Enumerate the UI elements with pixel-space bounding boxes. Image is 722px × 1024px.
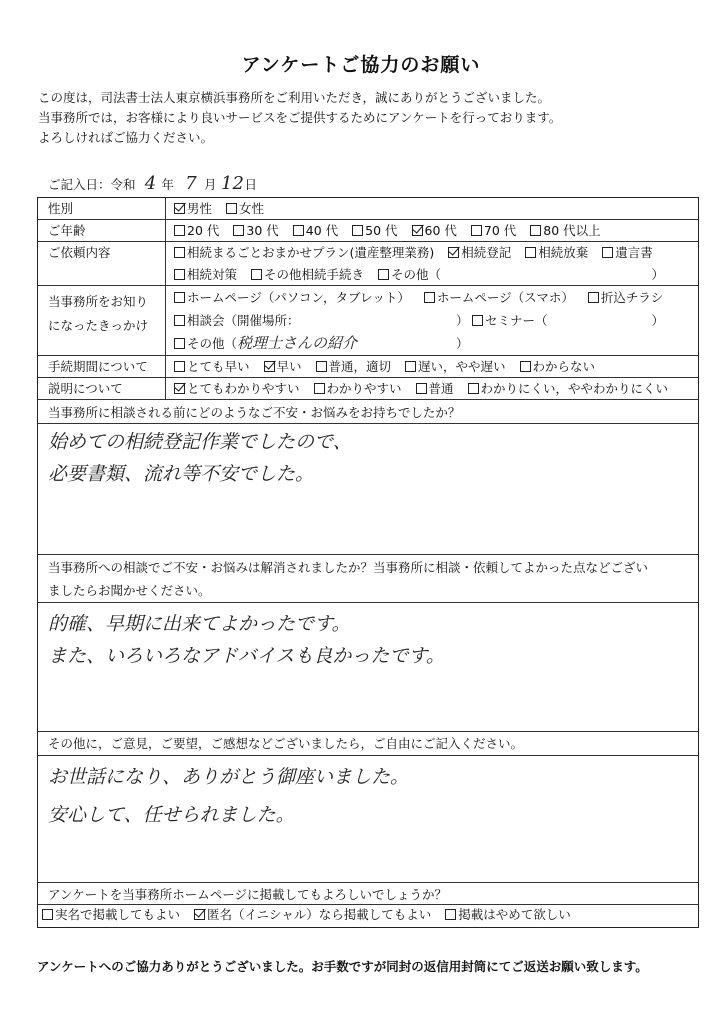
paren-close: ） — [456, 336, 469, 351]
answer-line: 始めての相続登記作業でしたので、 — [48, 431, 352, 453]
checkbox-clear[interactable] — [314, 383, 325, 394]
option-explanation: わかりやすい — [326, 381, 402, 396]
checkbox-age-20[interactable] — [174, 225, 185, 236]
checkbox-inheritance-planning[interactable] — [174, 269, 185, 280]
option-explanation: とてもわかりやすい — [187, 381, 300, 396]
question-line: 当事務所への相談でご不安・お悩みは解消されましたか？当事務所に相談・依頼してよかった点などござい — [48, 560, 649, 575]
date-label: ご記入日：令和 — [48, 177, 136, 192]
option-period: とても早い — [187, 359, 250, 374]
option-age: 50 代 — [365, 223, 398, 238]
divider — [38, 755, 698, 756]
checkbox-full-plan[interactable] — [174, 247, 185, 258]
checkbox-flyer[interactable] — [588, 292, 599, 303]
page-title: アンケートご協力のお願い — [241, 54, 481, 76]
checkbox-very-clear[interactable] — [174, 383, 185, 394]
label-gender: 性別 — [38, 198, 166, 219]
option-period: 遅い，やや遅い — [418, 359, 506, 374]
intro-line: この度は，司法書士法人東京横浜事務所をご利用いただき，誠にありがとうございました。 — [38, 90, 551, 105]
option-age: 20 代 — [187, 223, 220, 238]
intro-text — [38, 88, 561, 148]
option-publish: 匿名（イニシャル）なら掲載してもよい — [207, 907, 432, 922]
option-consultation: 相談会（開催場所： — [187, 313, 300, 328]
date-day[interactable]: 12 — [221, 173, 244, 194]
survey-table — [37, 197, 699, 928]
row-source — [38, 286, 698, 356]
date-month[interactable]: 7 — [185, 173, 197, 194]
option-seminar: セミナー（ — [485, 313, 548, 328]
publish-options — [42, 904, 571, 926]
entry-date — [48, 173, 257, 194]
option-age: 30 代 — [246, 223, 279, 238]
checkbox-homepage-pc[interactable] — [174, 292, 185, 303]
intro-line: 当事務所では，お客様により良いサービスをご提供するためにアンケートを行っております。 — [38, 110, 562, 125]
answer-resolved[interactable] — [48, 608, 445, 672]
divider — [38, 731, 698, 732]
date-day-unit: 日 — [244, 177, 258, 192]
checkbox-very-fast[interactable] — [174, 361, 185, 372]
row-explanation — [38, 378, 698, 400]
checkbox-fast[interactable] — [264, 361, 275, 372]
paren-close: ） — [456, 313, 469, 328]
option-male: 男性 — [187, 201, 213, 216]
answer-comments[interactable] — [48, 758, 409, 834]
checkbox-anonymous[interactable] — [194, 909, 205, 920]
answer-before-consultation[interactable] — [48, 426, 352, 490]
label-source-line: 当事務所をお知り — [48, 294, 149, 309]
checkbox-age-60[interactable] — [412, 225, 423, 236]
checkbox-inheritance-registration[interactable] — [448, 247, 459, 258]
option-age: 60 代 — [424, 223, 457, 238]
checkbox-female[interactable] — [226, 203, 237, 214]
label-age: ご年齢 — [38, 220, 166, 241]
checkbox-homepage-phone[interactable] — [424, 292, 435, 303]
divider — [38, 423, 698, 424]
checkbox-age-50[interactable] — [352, 225, 363, 236]
checkbox-slow[interactable] — [405, 361, 416, 372]
answer-line: また、いろいろなアドバイスも良かったです。 — [48, 645, 445, 667]
label-explanation: 説明について — [38, 378, 166, 399]
paren-close: ） — [651, 267, 664, 282]
label-period: 手続期間について — [38, 356, 166, 377]
checkbox-male[interactable] — [174, 203, 185, 214]
option-request: 相続まるごとおまかせプラン(遺産整理業務) — [187, 245, 435, 260]
option-period: わからない — [532, 359, 596, 374]
checkbox-unclear[interactable] — [468, 383, 479, 394]
label-source-line: になったきっかけ — [48, 318, 149, 333]
label-source — [38, 286, 166, 355]
option-source: ホームページ（スマホ） — [436, 290, 574, 305]
date-year-unit: 年 — [161, 177, 175, 192]
checkbox-seminar[interactable] — [472, 315, 483, 326]
checkbox-no-publish[interactable] — [445, 909, 456, 920]
checkbox-other-procedures[interactable] — [251, 269, 262, 280]
option-female: 女性 — [239, 201, 265, 216]
option-publish: 掲載はやめて欲しい — [458, 907, 571, 922]
option-age: 40 代 — [305, 223, 339, 238]
option-request: 相続登記 — [461, 245, 512, 260]
question-resolved — [48, 556, 648, 602]
option-source-other: その他（ — [187, 336, 238, 351]
answer-line: 的確、早期に出来てよかったです。 — [48, 613, 351, 635]
question-line: ましたらお聞かせください。 — [48, 583, 211, 598]
answer-line: お世話になり、ありがとう御座いました。 — [48, 766, 410, 788]
checkbox-age-80[interactable] — [530, 225, 541, 236]
date-month-unit: 月 — [204, 177, 217, 192]
footer-thanks: アンケートへのご協力ありがとうございました。お手数ですが同封の返信用封筒にてご返送お願い致します。 — [37, 959, 648, 974]
row-period — [38, 356, 698, 378]
option-request: 相続放棄 — [538, 245, 589, 260]
checkbox-renunciation[interactable] — [525, 247, 536, 258]
option-explanation: 普通 — [428, 381, 454, 396]
option-request: その他相続手続き — [264, 267, 365, 282]
checkbox-request-other[interactable] — [378, 269, 389, 280]
option-source: ホームページ（パソコン，タブレット） — [187, 290, 410, 305]
option-publish: 実名で掲載してもよい — [55, 907, 181, 922]
checkbox-source-other[interactable] — [174, 338, 185, 349]
checkbox-unknown[interactable] — [520, 361, 531, 372]
checkbox-real-name[interactable] — [42, 909, 53, 920]
question-publish: アンケートを当事務所ホームページに掲載してもよろしいでしょうか？ — [48, 887, 448, 902]
option-request: 遺言書 — [615, 245, 653, 260]
row-request — [38, 242, 698, 286]
checkbox-consultation[interactable] — [174, 315, 185, 326]
answer-line: 安心して、任せられました。 — [48, 804, 295, 826]
option-request: 相続対策 — [187, 267, 238, 282]
divider — [38, 554, 698, 555]
option-age: 80 代以上 — [543, 223, 601, 238]
question-before-consultation: 当事務所に相談される前にどのようなご不安・お悩みをお持ちでしたか？ — [48, 405, 461, 420]
paren-close: ） — [651, 313, 664, 328]
divider — [38, 602, 698, 603]
option-explanation: わかりにくい，ややわかりにくい — [480, 381, 669, 396]
divider — [38, 882, 698, 883]
row-age — [38, 220, 698, 242]
checkbox-normal[interactable] — [316, 361, 327, 372]
option-period: 早い — [276, 359, 302, 374]
handwritten-source-other[interactable]: 税理士さんの紹介 — [237, 334, 358, 352]
date-year[interactable]: 4 — [144, 173, 157, 194]
checkbox-average[interactable] — [416, 383, 427, 394]
option-period: 普通，適切 — [328, 359, 392, 374]
label-request: ご依頼内容 — [38, 242, 166, 285]
checkbox-age-30[interactable] — [233, 225, 244, 236]
option-request-other: その他（ — [391, 267, 442, 282]
checkbox-age-40[interactable] — [293, 225, 304, 236]
question-comments: その他に，ご意見，ご要望，ご感想などございましたら，ご自由にご記入ください。 — [48, 736, 524, 751]
intro-line: よろしければご協力ください。 — [38, 130, 214, 145]
checkbox-age-70[interactable] — [471, 225, 482, 236]
answer-line: 必要書類、流れ等不安でした。 — [48, 463, 315, 485]
row-gender — [38, 198, 698, 220]
checkbox-will[interactable] — [602, 247, 613, 258]
option-age: 70 代 — [483, 223, 517, 238]
option-source: 折込チラシ — [600, 290, 664, 305]
